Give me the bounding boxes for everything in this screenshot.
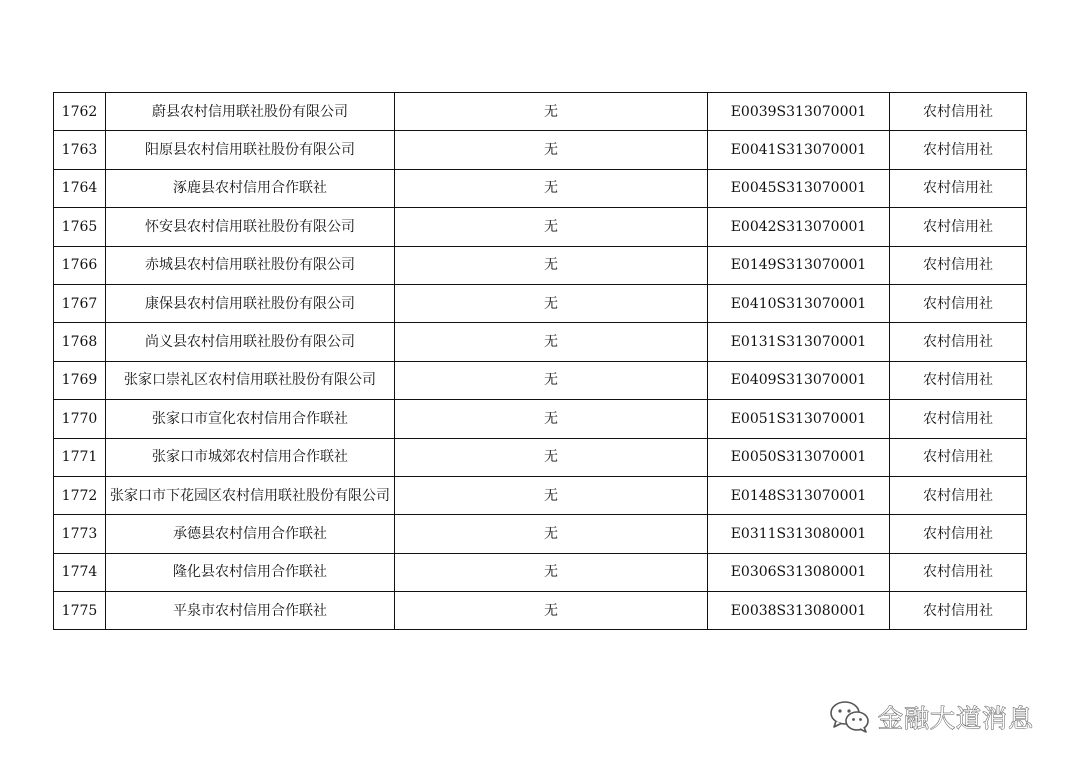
note-cell: 无	[395, 476, 708, 514]
table-row	[54, 592, 1027, 630]
table-row	[54, 323, 1027, 361]
institution-code-cell: E0038S313080001	[708, 592, 890, 630]
row-number-cell: 1763	[54, 131, 106, 169]
institution-type-cell: 农村信用社	[890, 284, 1027, 322]
institution-type-cell: 农村信用社	[890, 208, 1027, 246]
note-cell: 无	[395, 323, 708, 361]
row-number-cell: 1770	[54, 400, 106, 438]
row-number-cell: 1771	[54, 438, 106, 476]
row-number-cell: 1772	[54, 476, 106, 514]
note-cell: 无	[395, 208, 708, 246]
institution-type-cell: 农村信用社	[890, 131, 1027, 169]
institution-code-cell: E0042S313070001	[708, 208, 890, 246]
table-row	[54, 361, 1027, 399]
institution-name-cell: 张家口市城郊农村信用合作联社	[106, 438, 395, 476]
row-number-cell: 1774	[54, 553, 106, 591]
institution-code-cell: E0409S313070001	[708, 361, 890, 399]
wechat-icon	[828, 699, 872, 735]
table-row	[54, 284, 1027, 322]
institution-name-cell: 康保县农村信用联社股份有限公司	[106, 284, 395, 322]
institution-code-cell: E0051S313070001	[708, 400, 890, 438]
institution-code-cell: E0039S313070001	[708, 93, 890, 131]
table-body	[54, 93, 1027, 630]
note-cell: 无	[395, 131, 708, 169]
watermark-text: 金融大道消息	[878, 704, 1035, 733]
institution-type-cell: 农村信用社	[890, 361, 1027, 399]
institution-name-cell: 怀安县农村信用联社股份有限公司	[106, 208, 395, 246]
note-cell: 无	[395, 93, 708, 131]
institution-code-cell: E0041S313070001	[708, 131, 890, 169]
row-number-cell: 1762	[54, 93, 106, 131]
note-cell: 无	[395, 361, 708, 399]
institution-type-cell: 农村信用社	[890, 438, 1027, 476]
institution-name-cell: 隆化县农村信用合作联社	[106, 553, 395, 591]
table-row	[54, 246, 1027, 284]
row-number-cell: 1767	[54, 284, 106, 322]
table-row	[54, 400, 1027, 438]
institution-code-cell: E0131S313070001	[708, 323, 890, 361]
institution-type-cell: 农村信用社	[890, 515, 1027, 553]
institution-name-cell: 蔚县农村信用联社股份有限公司	[106, 93, 395, 131]
institution-type-cell: 农村信用社	[890, 592, 1027, 630]
institution-name-cell: 张家口市宣化农村信用合作联社	[106, 400, 395, 438]
row-number-cell: 1769	[54, 361, 106, 399]
row-number-cell: 1766	[54, 246, 106, 284]
institution-type-cell: 农村信用社	[890, 169, 1027, 207]
note-cell: 无	[395, 553, 708, 591]
institution-type-cell: 农村信用社	[890, 400, 1027, 438]
note-cell: 无	[395, 515, 708, 553]
institution-name-cell: 赤城县农村信用联社股份有限公司	[106, 246, 395, 284]
note-cell: 无	[395, 284, 708, 322]
row-number-cell: 1765	[54, 208, 106, 246]
institution-name-cell: 尚义县农村信用联社股份有限公司	[106, 323, 395, 361]
table-row	[54, 553, 1027, 591]
table-row	[54, 131, 1027, 169]
institution-type-cell: 农村信用社	[890, 93, 1027, 131]
institution-code-cell: E0306S313080001	[708, 553, 890, 591]
institution-code-cell: E0149S313070001	[708, 246, 890, 284]
institution-type-cell: 农村信用社	[890, 323, 1027, 361]
institution-type-cell: 农村信用社	[890, 246, 1027, 284]
institution-name-cell: 张家口崇礼区农村信用联社股份有限公司	[106, 361, 395, 399]
institution-code-cell: E0050S313070001	[708, 438, 890, 476]
institution-type-cell: 农村信用社	[890, 476, 1027, 514]
institution-code-cell: E0148S313070001	[708, 476, 890, 514]
note-cell: 无	[395, 169, 708, 207]
institution-name-cell: 涿鹿县农村信用合作联社	[106, 169, 395, 207]
row-number-cell: 1768	[54, 323, 106, 361]
row-number-cell: 1764	[54, 169, 106, 207]
table-row	[54, 208, 1027, 246]
institution-name-cell: 张家口市下花园区农村信用联社股份有限公司	[106, 476, 395, 514]
row-number-cell: 1775	[54, 592, 106, 630]
institution-code-cell: E0045S313070001	[708, 169, 890, 207]
row-number-cell: 1773	[54, 515, 106, 553]
table-row	[54, 93, 1027, 131]
institution-name-cell: 平泉市农村信用合作联社	[106, 592, 395, 630]
institution-code-cell: E0410S313070001	[708, 284, 890, 322]
note-cell: 无	[395, 592, 708, 630]
table-row	[54, 438, 1027, 476]
institution-name-cell: 阳原县农村信用联社股份有限公司	[106, 131, 395, 169]
institution-name-cell: 承德县农村信用合作联社	[106, 515, 395, 553]
table-row	[54, 476, 1027, 514]
table-row	[54, 169, 1027, 207]
note-cell: 无	[395, 400, 708, 438]
institution-code-cell: E0311S313080001	[708, 515, 890, 553]
institution-table	[53, 92, 1027, 630]
note-cell: 无	[395, 438, 708, 476]
note-cell: 无	[395, 246, 708, 284]
table-row	[54, 515, 1027, 553]
watermark	[828, 697, 1034, 737]
institution-type-cell: 农村信用社	[890, 553, 1027, 591]
